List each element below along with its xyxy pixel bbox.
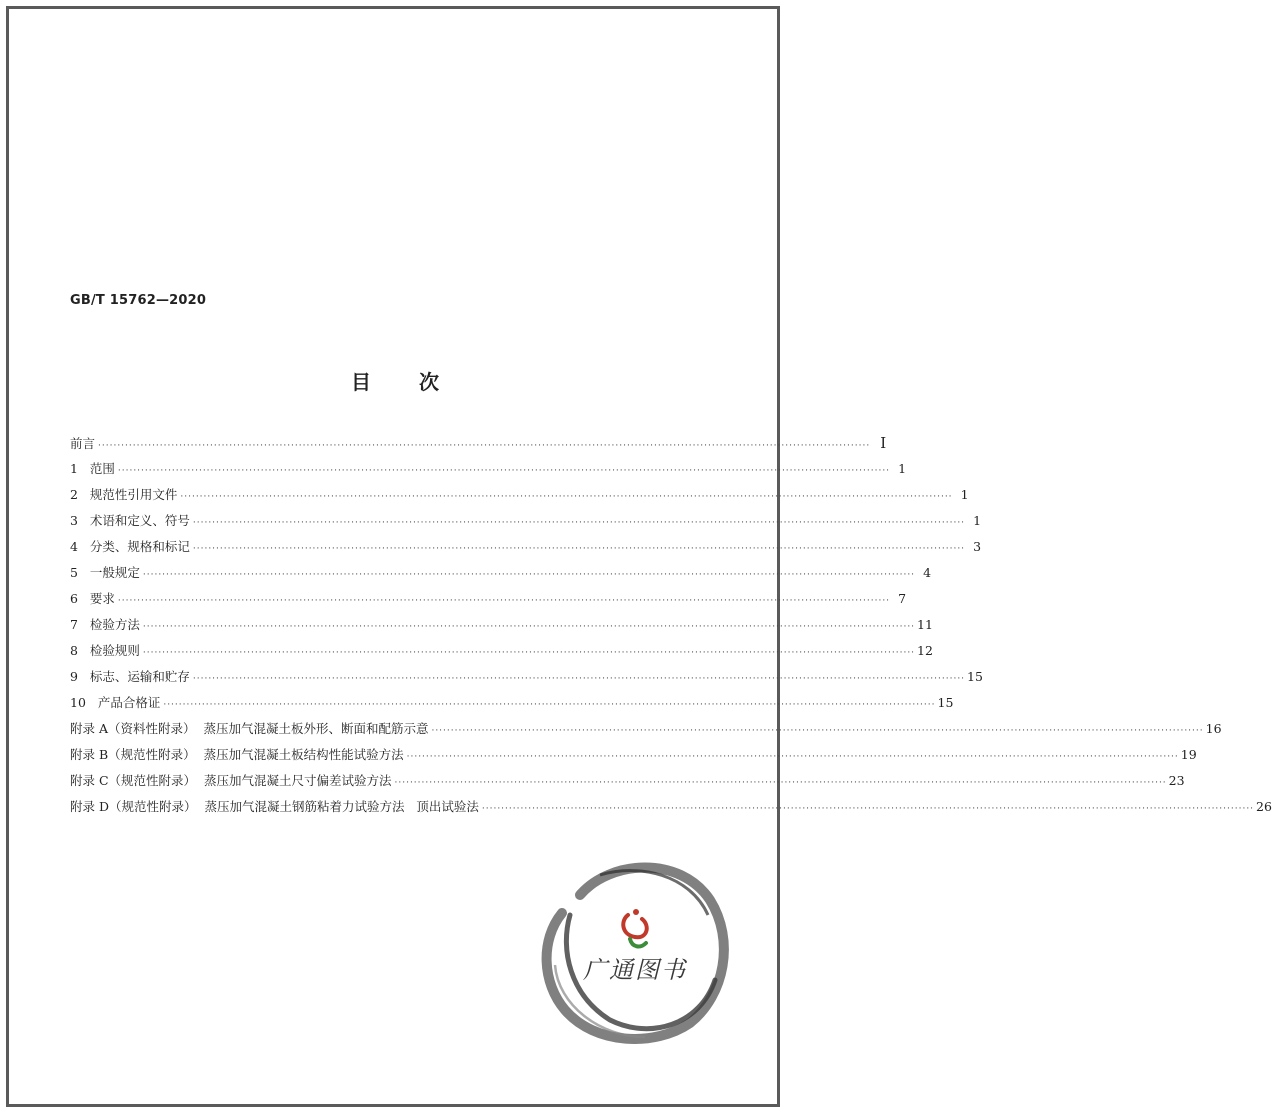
- toc-entry[interactable]: [70, 612, 933, 638]
- toc-title: [0, 366, 790, 395]
- toc-entry-page: 1: [973, 513, 982, 528]
- toc-leader-dots: ········································································································································································································: [192, 674, 966, 684]
- toc-entry-label: 前言: [70, 436, 96, 451]
- publisher-logo-icon: [623, 909, 646, 946]
- toc-entry-page: 11: [917, 617, 933, 632]
- toc-entry[interactable]: [70, 716, 1222, 742]
- toc-entry[interactable]: [70, 664, 983, 690]
- toc-leader-dots: ········································································································································································································: [481, 804, 1255, 814]
- toc-entry[interactable]: [70, 690, 954, 716]
- toc-entry-label: 1 范围: [70, 461, 115, 476]
- toc-entry-page: 1: [898, 461, 907, 476]
- brush-ring: [547, 868, 724, 1039]
- toc-entry-label: 附录 A（资料性附录） 蒸压加气混凝土板外形、断面和配筋示意: [70, 721, 429, 736]
- toc-title-char-1: 目: [351, 370, 371, 394]
- toc-leader-dots: ········································································································································································································: [180, 492, 953, 502]
- toc-list: [70, 430, 1272, 820]
- toc-entry[interactable]: [70, 482, 969, 508]
- toc-entry[interactable]: [70, 742, 1197, 768]
- toc-leader-dots: ········································································································································································································: [117, 466, 891, 476]
- toc-leader-dots: ········································································································································································································: [163, 700, 936, 710]
- toc-leader-dots: ········································································································································································································: [142, 648, 916, 658]
- stamp-text: 广通图书: [583, 956, 687, 984]
- publisher-stamp: [540, 855, 730, 1045]
- toc-entry[interactable]: [70, 508, 982, 534]
- toc-leader-dots: ········································································································································································································: [142, 622, 916, 632]
- toc-entry-page: 16: [1205, 721, 1222, 736]
- toc-entry[interactable]: [70, 560, 932, 586]
- toc-entry-label: 8 检验规则: [70, 643, 140, 658]
- toc-entry-label: 9 标志、运输和贮存: [70, 669, 190, 684]
- toc-entry[interactable]: [70, 534, 982, 560]
- toc-leader-dots: ········································································································································································································: [394, 778, 1167, 788]
- toc-entry-label: 3 术语和定义、符号: [70, 513, 190, 528]
- toc-entry[interactable]: [70, 768, 1185, 794]
- toc-entry[interactable]: [70, 430, 887, 456]
- toc-entry-page: 19: [1180, 747, 1197, 762]
- toc-leader-dots: ········································································································································································································: [98, 441, 871, 451]
- standard-code: GB/T 15762—2020: [70, 293, 207, 308]
- toc-entry-label: 4 分类、规格和标记: [70, 539, 190, 554]
- toc-leader-dots: ········································································································································································································: [192, 544, 966, 554]
- toc-entry-label: 10 产品合格证: [70, 695, 161, 710]
- toc-entry-page: 3: [973, 539, 982, 554]
- toc-entry[interactable]: [70, 456, 907, 482]
- toc-entry-label: 6 要求: [70, 591, 115, 606]
- toc-entry-label: 附录 B（规范性附录） 蒸压加气混凝土板结构性能试验方法: [70, 747, 404, 762]
- toc-entry-label: 2 规范性引用文件: [70, 487, 178, 502]
- toc-entry-page: 15: [937, 695, 954, 710]
- toc-entry-label: 附录 D（规范性附录） 蒸压加气混凝土钢筋粘着力试验方法 顶出试验法: [70, 799, 479, 814]
- toc-title-char-2: 次: [419, 370, 439, 394]
- toc-entry[interactable]: [70, 586, 907, 612]
- toc-entry-page: 7: [898, 591, 907, 606]
- toc-leader-dots: ········································································································································································································: [406, 752, 1179, 762]
- toc-leader-dots: ········································································································································································································: [117, 596, 891, 606]
- toc-entry-page: 15: [967, 669, 983, 684]
- toc-entry-page: 23: [1168, 773, 1185, 788]
- toc-leader-dots: ········································································································································································································: [431, 726, 1204, 736]
- toc-entry-label: 5 一般规定: [70, 565, 140, 580]
- toc-entry-page: 12: [917, 643, 933, 658]
- toc-entry[interactable]: [70, 638, 933, 664]
- toc-leader-dots: ········································································································································································································: [192, 518, 966, 528]
- toc-leader-dots: ········································································································································································································: [142, 570, 916, 580]
- toc-entry-label: 附录 C（规范性附录） 蒸压加气混凝土尺寸偏差试验方法: [70, 773, 392, 788]
- toc-entry-page: 26: [1256, 799, 1272, 814]
- toc-entry[interactable]: [70, 794, 1272, 820]
- toc-entry-page: 4: [923, 565, 932, 580]
- toc-entry-page: 1: [960, 487, 969, 502]
- toc-entry-label: 7 检验方法: [70, 617, 140, 632]
- toc-entry-page: I: [880, 434, 887, 452]
